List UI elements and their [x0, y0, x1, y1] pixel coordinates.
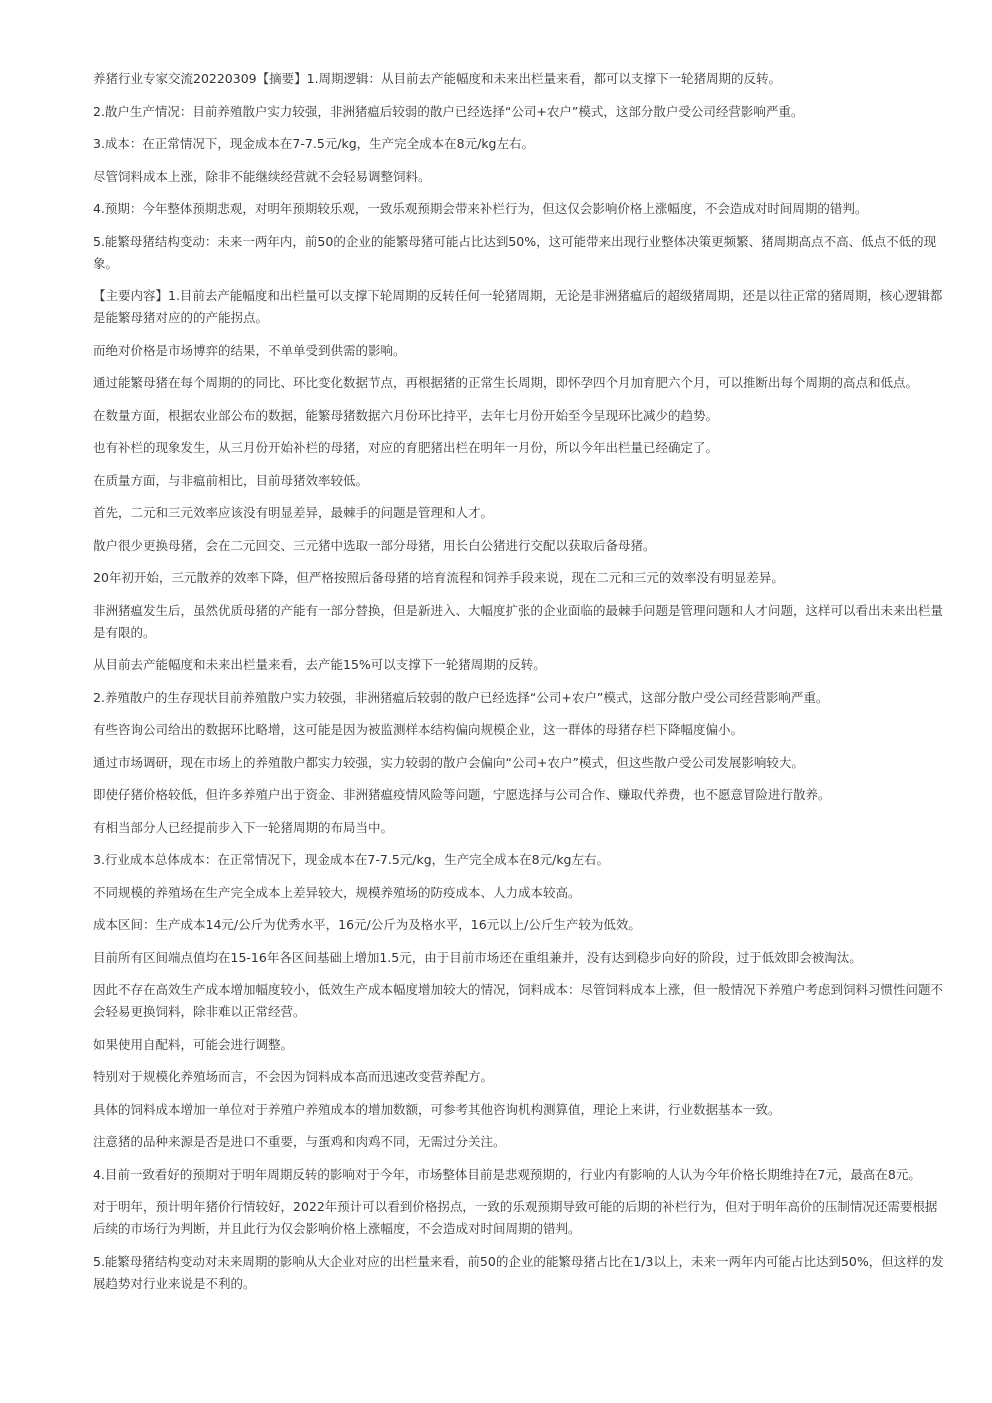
- main-content-section-4: 4.目前一致看好的预期对于明年周期反转的影响对于今年，市场整体目前是悲观预期的，行业内有影响的人认为今年价格长期维持在7元，最高在8元。: [93, 1166, 921, 1182]
- body-paragraph: 通过市场调研，现在市场上的养殖散户都实力较强，实力较弱的散户会偏向“公司+农户”模式，但这些散户受公司发展影响较大。: [93, 754, 804, 770]
- body-paragraph: 目前所有区间端点值均在15-16年各区间基础上增加1.5元，由于目前市场还在重组兼并，没有达到稳步向好的阶段，过于低效即会被淘汰。: [93, 949, 862, 965]
- summary-point-3-note: 尽管饲料成本上涨，除非不能继续经营就不会轻易调整饲料。: [93, 168, 431, 184]
- main-content-section-1: 【主要内容】1.目前去产能幅度和出栏量可以支撑下轮周期的反转任何一轮猪周期，无论是非洲猪瘟后的超级猪周期，还是以往正常的猪周期，核心逻辑都是能繁母猪对应的的产能拐点。: [93, 288, 943, 325]
- body-paragraph: 对于明年，预计明年猪价行情较好，2022年预计可以看到价格拐点，一致的乐观预期导致可能的后期的补栏行为，但对于明年高价的压制情况还需要根据后续的市场行为判断，并且此行为仅会影响价格上涨幅度，不会造成对时间周期的错判。: [93, 1199, 938, 1236]
- body-paragraph: 非洲猪瘟发生后，虽然优质母猪的产能有一部分替换，但是新进入、大幅度扩张的企业面临的最棘手问题是管理问题和人才问题，这样可以看出未来出栏量是有限的。: [93, 602, 944, 640]
- summary-point-3: 3.成本：在正常情况下，现金成本在7-7.5元/kg，生产完全成本在8元/kg左右。: [93, 136, 534, 151]
- body-paragraph: 成本区间：生产成本14元/公斤为优秀水平，16元/公斤为及格水平，16元以上/公斤生产较为低效。: [93, 917, 641, 932]
- body-paragraph: 特别对于规模化养殖场而言，不会因为饲料成本高而迅速改变营养配方。: [93, 1069, 494, 1084]
- body-paragraph: 20年初开始，三元散养的效率下降，但严格按照后备母猪的培育流程和饲养手段来说，现在二元和三元的效率没有明显差异。: [93, 570, 784, 585]
- body-paragraph: 注意猪的品种来源是否是进口不重要，与蛋鸡和肉鸡不同，无需过分关注。: [93, 1134, 506, 1149]
- body-paragraph: 即使仔猪价格较低，但许多养殖户出于资金、非洲猪瘟疫情风险等问题，宁愿选择与公司合作、赚取代养费，也不愿意冒险进行散养。: [93, 787, 831, 802]
- document-body: [93, 68, 945, 1305]
- body-paragraph: 在数量方面，根据农业部公布的数据，能繁母猪数据六月份环比持平，去年七月份开始至今呈现环比减少的趋势。: [93, 407, 719, 423]
- summary-point-2: 2.散户生产情况：目前养殖散户实力较强，非洲猪瘟后较弱的散户已经选择“公司+农户”模式，这部分散户受公司经营影响严重。: [93, 103, 804, 119]
- body-paragraph: 从目前去产能幅度和未来出栏量来看，去产能15%可以支撑下一轮猪周期的反转。: [93, 657, 546, 672]
- summary-title-paragraph: 养猪行业专家交流20220309【摘要】1.周期逻辑：从目前去产能幅度和未来出栏量来看，都可以支撑下一轮猪周期的反转。: [93, 71, 782, 86]
- body-paragraph: 如果使用自配料，可能会进行调整。: [93, 1036, 294, 1052]
- body-paragraph: 而绝对价格是市场博弈的结果，不单单受到供需的影响。: [93, 342, 406, 358]
- body-paragraph: 也有补栏的现象发生，从三月份开始补栏的母猪，对应的育肥猪出栏在明年一月份，所以今年出栏量已经确定了。: [93, 440, 719, 455]
- body-paragraph: 首先，二元和三元效率应该没有明显差异，最棘手的问题是管理和人才。: [93, 505, 494, 520]
- body-paragraph: 不同规模的养殖场在生产完全成本上差异较大，规模养殖场的防疫成本、人力成本较高。: [93, 884, 581, 900]
- body-paragraph: 具体的饲料成本增加一单位对于养殖户养殖成本的增加数额，可参考其他咨询机构测算值，理论上来讲，行业数据基本一致。: [93, 1101, 781, 1117]
- body-paragraph: 散户很少更换母猪，会在二元回交、三元猪中选取一部分母猪，用长白公猪进行交配以获取后备母猪。: [93, 537, 656, 553]
- summary-point-4: 4.预期：今年整体预期悲观，对明年预期较乐观，一致乐观预期会带来补栏行为，但这仅会影响价格上涨幅度，不会造成对时间周期的错判。: [93, 201, 868, 216]
- main-content-section-3: 3.行业成本总体成本：在正常情况下，现金成本在7-7.5元/kg，生产完全成本在8元/kg左右。: [93, 852, 609, 867]
- summary-point-5: 5.能繁母猪结构变动：未来一两年内，前50的企业的能繁母猪可能占比达到50%，这可能带来出现行业整体决策更频繁、猪周期高点不高、低点不低的现象。: [93, 233, 937, 271]
- body-paragraph: 在质量方面，与非瘟前相比，目前母猪效率较低。: [93, 472, 369, 488]
- main-content-section-2: 2.养殖散户的生存现状目前养殖散户实力较强，非洲猪瘟后较弱的散户已经选择“公司+农户”模式，这部分散户受公司经营影响严重。: [93, 689, 829, 705]
- body-paragraph: 有些咨询公司给出的数据环比略增，这可能是因为被监测样本结构偏向规模企业，这一群体的母猪存栏下降幅度偏小。: [93, 722, 744, 737]
- body-paragraph: 有相当部分人已经提前步入下一轮猪周期的布局当中。: [93, 819, 394, 835]
- main-content-section-5: 5.能繁母猪结构变动对未来周期的影响从大企业对应的出栏量来看，前50的企业的能繁母猪占比在1/3以上，未来一两年内可能占比达到50%，但这样的发展趋势对行业来说是不利的。: [93, 1253, 944, 1291]
- body-paragraph: 因此不存在高效生产成本增加幅度较小，低效生产成本幅度增加较大的情况，饲料成本：尽管饲料成本上涨，但一般情况下养殖户考虑到饲料习惯性问题不会轻易更换饲料，除非难以正常经营。: [93, 982, 944, 1019]
- body-paragraph: 通过能繁母猪在每个周期的的同比、环比变化数据节点，再根据猪的正常生长周期，即怀孕四个月加育肥六个月，可以推断出每个周期的高点和低点。: [93, 375, 919, 390]
